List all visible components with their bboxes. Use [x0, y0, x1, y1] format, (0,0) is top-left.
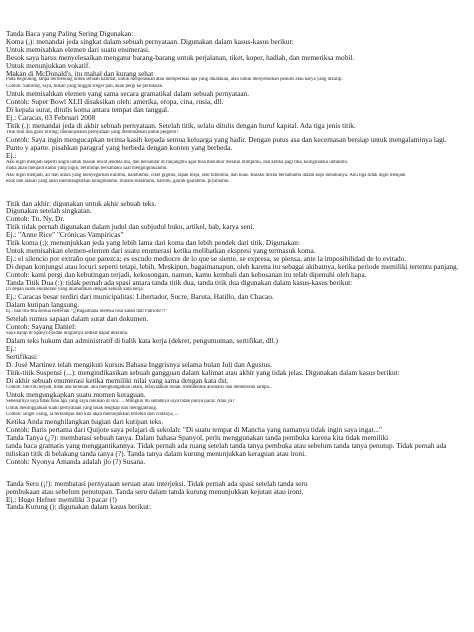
- text-line: Saya harap di Spanyol sudah dinginnya sedikit dapat diterima.: [6, 330, 129, 336]
- text-line: Makan di McDonald's, itu mahal dan kurang sehat: [6, 69, 154, 78]
- text-line: Dalam teks hukum dan administratif di balik kata kerja (dekret, pengumuman, sertifikat, dll.): [6, 337, 278, 346]
- text-line: Di depan suatu enumerasi yang diumumkan dengan sebuah kata kerja.: [6, 286, 144, 292]
- text-line: Ketika Anda menghilangkan bagian dari kutipan teks.: [6, 418, 164, 427]
- text-line: Punto y aparte. pisahkan paragraf yang berbeda dengan konten yang berbeda.: [6, 144, 233, 152]
- text-line: Titik titik dua garis miring: menunjukkan pernyataan yang membuatkan untuk pergemi?: [6, 129, 179, 135]
- text-line: tuliskan titik di belakang tanda tanya (?). Tanda tanya dalam kurung menunjukkan keraguan atau ironi.: [6, 449, 307, 458]
- text-line: esok dan alasan yang akan membangkitkan keinginanmu, malam-malammu, harimu, gairah-gairahmu, piyamamu.: [6, 179, 230, 185]
- text-line: Digunakan setelah singkatan.: [6, 207, 92, 216]
- text-line: Titik tidak pernah digunakan dalam judul dan subjudul buku, artikel, bab, karya seni.: [6, 223, 255, 232]
- text-line: Untuk mengungkapkan suatu momen keraguan.: [6, 391, 146, 400]
- text-line: Untuk memisahkan elemen-elemen dari suatu enumerasi ketika melibatkan ekspresi yang termasuk koma.: [6, 246, 316, 255]
- text-line: Contoh: Saya ingin mengucapkan terima kasih kepada semua keluarga yang hadir. Dengan putus asa dan kecemasan bersiap untuk mengalaminya lagi.: [6, 136, 447, 145]
- text-line: pembukaan atau sebelum penutupan. Tanda seru dalam tanda kurung menunjukkan kejutan atau ironi.: [6, 487, 304, 496]
- text-line: Di kepala surat, ditulis koma antara tempat dan tanggal.: [6, 106, 169, 114]
- text-line: Pada beginning, tanpa bermenung untuk sebuah kalimat, untuk menjelaskan atau memperluas apa yang dikatakan, atau untuk menyebutkan penulis atau karya yang dikutip.: [6, 77, 343, 83]
- text-line: Koma (,): menandai jeda singkat dalam sebuah pernyataan. Digunakan dalam kasus-kasus berikut:: [6, 37, 294, 46]
- text-line: Contoh: Nyonya Amanda adalah jlo (?) Susana.: [6, 457, 146, 466]
- text-line: Ej.: "Anne Rice" "Crónicas Vampíricas": [6, 231, 124, 240]
- text-line: Ej.: dan titu-titu semua berteriak "¡¿Bagaimana mereka bisa kalah dari Patriots!?!": [6, 308, 168, 314]
- text-line: Ej.:: [6, 152, 17, 160]
- text-line: Titik dan akhir: digunakan untuk akhir sebuah teks.: [6, 199, 157, 208]
- text-line: Tanda Tanya (¿?): membatasi sebuah tanya. Dalam bahasa Spanyol, perlu menggunakan tanda pembuka karena kita tidak memiliki: [6, 434, 389, 443]
- text-line: Sebenarnya saya tidak tahu apa yang saya lakukan di sini..... Mungkin itu sebabnya saya tidak punya pacar. Atau ya?: [6, 399, 235, 405]
- text-line: Dalam kutipan langsung.: [6, 300, 80, 309]
- text-line: Ej.: Hugo Hefner memiliki 3 pacar (!): [6, 495, 117, 504]
- text-line: Contoh: Tn. Ny. Dr.: [6, 215, 65, 224]
- text-line: Untuk menunjukkan vokatif.: [6, 61, 91, 70]
- text-line: tanda baca gramatis yang menggantikannya. Tidak pernah ada ruang setelah tanda tanya pembuka atau sebelum tanda tanya penutup. Tidak pernah ada: [6, 442, 447, 450]
- section-exclamation-parentheses: [6, 480, 470, 512]
- paragraph-gap: [6, 466, 470, 480]
- text-line: Untuk meninggalkan suatu pernyataan yang tidak lengkap dan menggantung.: [6, 405, 158, 411]
- text-line: Besok saya harus menyelesaikan mengatur barang-barang untuk perjalanan, tiket, koper, hadiah, dan memeriksa mobil.: [6, 53, 355, 62]
- paragraph-gap: [6, 186, 470, 200]
- text-line: Tanda Seru (¡!): membatasi pernyataan seruan atau interjeksi. Tidak pernah ada spasi setelah tanda seru: [6, 479, 308, 488]
- text-line: Contoh: Saturday, saya, bukan yang tinggal singer pah, akan pergi ke pertokoan.: [6, 83, 164, 89]
- text-line: Untuk memisahkan elemen dari suatu enumerasi.: [6, 45, 150, 54]
- text-line: Contoh: titu-titu terjadi, tidak ada keluhan: aku menghangatkan udara, menyalakan bulan, membentuk aromatis dan memerikan lampu...: [6, 384, 273, 390]
- text-line: D. José Martínez telah mengikuti kursus Bahasa Inggrisnya selama bulan Juli dan Agustus.: [6, 361, 272, 369]
- text-line: Titik koma (;): menunjukkan jeda yang lebih lama dari koma dan lebih pendek dari titik. Digunakan:: [6, 239, 300, 247]
- text-line: Ej.: Caracas, 03 Februari 2008: [6, 113, 96, 122]
- text-line: Ej.:: [6, 345, 17, 354]
- text-line: maka akan menjadi kamu yang ingin, bermimpi bersamaku saat menginginkanmu.: [6, 166, 168, 172]
- text-line: Setelah rumus sapaan dalam surat dan dokumen.: [6, 315, 149, 324]
- text-line: Aku ingin menjadi, air dan udara yang menyegarkan kulitmu, kandukmu, ciket gigimu, tapak meja, seni tubuhmu, dan kuas. Baraku dirikn bersamamu dalam kopi melaluinya. Aku tiga tidak ingin menjadi: [6, 172, 406, 178]
- text-line: Di depan konjungsi atau locuci seperti tetapi, lebih. Meskipun, bagaimanapun, oleh karena itu sebagai akibatnya, ketika periode memiliki tertentu panjang.: [6, 262, 459, 271]
- text-line: Ej.: el silencio por extraño que parezca; es escudo mediocre de lo que se siente, se expresa, se piensa, ante la imposibilidad de lo evitado.: [6, 254, 407, 263]
- text-line: Sertifikasi:: [6, 353, 39, 362]
- text-line: Contoh: kami pergi dan kebutingan terjadi, kekosongan, namun, kamu kembali dan kebosanan itu telah dipenuhi oleh hapa.: [6, 270, 367, 279]
- text-line: Tanda Baca yang Paling Sering Digunakan:: [6, 30, 134, 38]
- text-line: Di akhir sebuah enumerasi ketika memiliki nilai yang sama dengan kata dst.: [6, 376, 229, 385]
- text-line: Aku ingin menjadi seperti angin untuk masuk lewat jendela mu, dan bersandar di ranjangmu agar bisa melumur melalui mimpimu, dan ketika pagi tiba, keinginanku untukmu.: [6, 159, 348, 165]
- text-line: Titik (.): menandai jeda di akhir sebuah pernyataan. Setelah titik, selalu ditulis dengan huruf kapital. Ada tiga jenis titik.: [6, 121, 356, 130]
- text-line: Contoh: Super Bowl XLII disaksikan oleh: amerika, eropa, cina, rusia, dll.: [6, 98, 224, 107]
- text-line: Tanda Titik Dua (:): tidak pernah ada spasi antara tanda titik dua, tanda titik dua digunakan dalam kasus-kasus berikut:: [6, 278, 353, 287]
- section-punctuation-usage: [6, 200, 470, 466]
- section-punctuation-basics: [6, 30, 470, 186]
- text-line: Ej.: Caracas besar terdiri dari municipalitas: Libertador, Sucre, Baruta, Hatillo, dan Chacao.: [6, 292, 274, 301]
- text-line: Contoh: Baris pertama dari Quijote saya pelajari di sekolah: "Di suatu tempat di Mancha yang namanya tidak ingin saya ingat...": [6, 426, 382, 435]
- text-line: Untuk memisahkan elemen yang sama secara gramatikal dalam sebuah pernyataan.: [6, 90, 250, 99]
- text-line: Contoh: Sayang Daniel:: [6, 323, 77, 331]
- text-line: Tanda Kurung (): digunakan dalam kasus berikut:: [6, 503, 151, 512]
- text-line: Contoh: singer orang, ia terkumpul dan kita akan menunjukkan terlebih dari cintanya, ...: [6, 411, 179, 417]
- text-line: Titik-titik Suspensi (...): mengindikasikan sebuah gangguan dalam kalimat atau akhir yang tidak jelas. Digunakan dalam kasus berikut:: [6, 368, 400, 377]
